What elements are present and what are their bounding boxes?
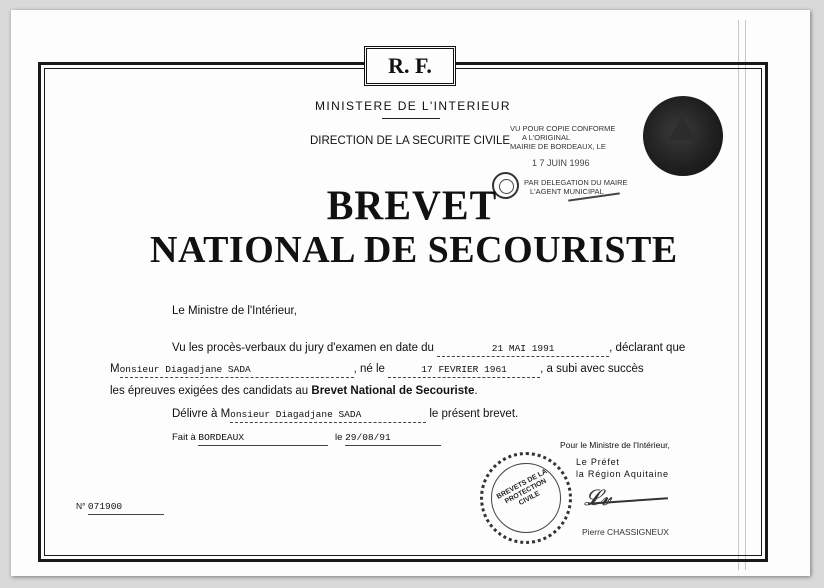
prefect-line2: la Région Aquitaine bbox=[576, 469, 669, 479]
holder-name-field: onsieur Diagadjane SADA bbox=[120, 364, 354, 378]
copy-stamp-line1: VU POUR COPIE CONFORME bbox=[510, 124, 616, 133]
birth-date-field: 17 FEVRIER 1961 bbox=[388, 364, 540, 378]
rf-emblem-box bbox=[364, 46, 456, 86]
epreuves-line bbox=[110, 385, 478, 397]
delivre-suffix: le présent brevet. bbox=[429, 408, 519, 420]
delivre-prefix: Délivre à M bbox=[172, 408, 231, 420]
exam-prefix: Vu les procès-verbaux du jury d'examen en date du bbox=[172, 342, 434, 354]
exam-line bbox=[172, 342, 685, 357]
copy-stamp-line4: PAR DELEGATION DU MAIRE bbox=[524, 178, 628, 187]
serial-label: N° bbox=[76, 501, 86, 511]
rf-label: R. F. bbox=[388, 53, 432, 78]
epreuves-prefix: les épreuves exigées des candidats au bbox=[110, 385, 309, 397]
seal-emblem-icon bbox=[668, 116, 696, 140]
copy-stamp-line3: MAIRIE DE BORDEAUX, LE bbox=[510, 142, 606, 151]
epreuves-period: . bbox=[474, 385, 478, 397]
success-text: , a subi avec succès bbox=[540, 363, 644, 375]
exam-date-field: 21 MAI 1991 bbox=[437, 343, 609, 357]
le-label: le bbox=[335, 432, 343, 443]
exam-suffix: , déclarant que bbox=[609, 342, 686, 354]
delivre-name-field: onsieur Diagadjane SADA bbox=[230, 409, 426, 423]
intro-line: Le Ministre de l'Intérieur, bbox=[172, 305, 297, 317]
copy-stamp-line5: L'AGENT MUNICIPAL bbox=[530, 187, 604, 196]
holder-line bbox=[110, 363, 644, 378]
prefect-signature-icon: 𝓛𝓿 bbox=[584, 485, 612, 510]
place-field: BORDEAUX bbox=[198, 432, 328, 446]
serial-line bbox=[76, 501, 164, 515]
for-minister-text: Pour le Ministre de l'Intérieur, bbox=[560, 440, 670, 450]
title-national-de-secouriste: NATIONAL DE SECOURISTE bbox=[150, 229, 678, 271]
issue-date-field: 29/08/91 bbox=[345, 432, 441, 446]
direction-heading: DIRECTION DE LA SECURITE CIVILE bbox=[310, 135, 511, 147]
ministry-heading: MINISTERE DE L'INTERIEUR bbox=[315, 99, 511, 113]
fait-label: Fait à bbox=[172, 432, 196, 443]
heading-divider bbox=[382, 118, 440, 119]
delivre-line bbox=[172, 408, 518, 423]
fait-line bbox=[172, 432, 441, 446]
copy-stamp-date: 1 7 JUIN 1996 bbox=[532, 158, 590, 168]
serial-number: 071900 bbox=[88, 501, 164, 515]
prefect-line1: Le Préfet bbox=[576, 457, 620, 467]
title-brevet: BREVET bbox=[326, 181, 498, 230]
holder-title-initial: M bbox=[110, 363, 120, 375]
signer-name: Pierre CHASSIGNEUX bbox=[582, 527, 669, 537]
brevet-name: Brevet National de Secouriste bbox=[311, 385, 475, 397]
born-label: , né le bbox=[353, 363, 385, 375]
prefecture-stamp-text: BREVETS DE LA PROTECTION CIVILE bbox=[495, 468, 549, 508]
copy-stamp-line2: A L'ORIGINAL bbox=[522, 133, 571, 142]
